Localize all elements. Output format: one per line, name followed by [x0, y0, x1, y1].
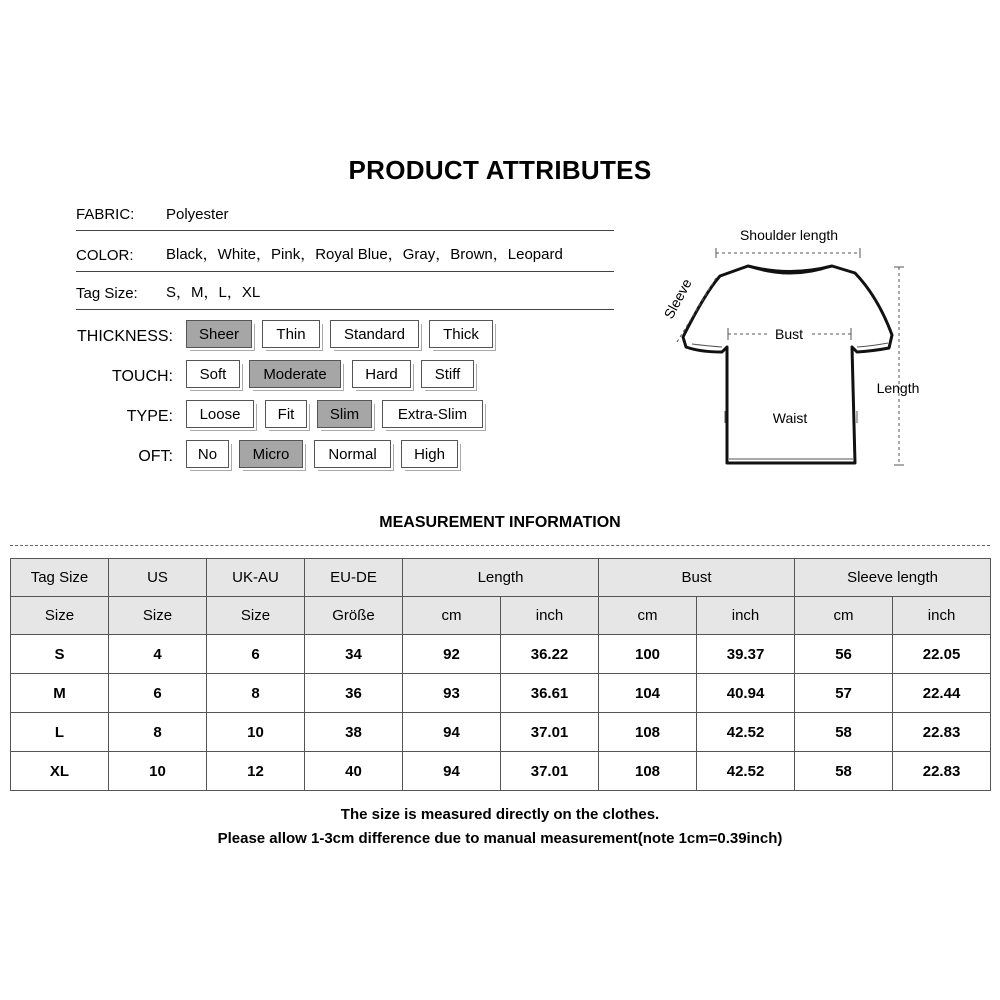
table-cell: 58 [795, 713, 893, 752]
table-cell: 34 [305, 635, 403, 674]
type-option-loose[interactable]: Loose [186, 400, 254, 428]
table-cell: 12 [207, 752, 305, 791]
oft-option-normal[interactable]: Normal [314, 440, 391, 468]
waist-label: Waist [772, 410, 808, 426]
table-cell: 104 [599, 674, 697, 713]
fabric-row [76, 196, 614, 231]
measurement-title: MEASUREMENT INFORMATION [379, 514, 621, 531]
oft-label: OFT: [138, 448, 173, 465]
table-cell: 36.22 [501, 635, 599, 674]
table-cell: 57 [795, 674, 893, 713]
table-cell: M [11, 674, 109, 713]
table-cell: 22.83 [893, 713, 991, 752]
table-row [11, 635, 991, 674]
tag-size-value: S，M，L，XL [166, 284, 261, 301]
table-cell: 37.01 [501, 752, 599, 791]
table-cell: L [11, 713, 109, 752]
tshirt-size-diagram [650, 215, 950, 475]
table-cell: 58 [795, 752, 893, 791]
color-value: Black，White，Pink，Royal Blue，Gray，Brown，Leopard [166, 246, 563, 263]
table-cell: 22.83 [893, 752, 991, 791]
header-cell: Tag Size [11, 559, 109, 597]
right-cuff-line [857, 343, 888, 347]
tag-size-row [76, 275, 614, 310]
table-cell: 40 [305, 752, 403, 791]
page-title: PRODUCT ATTRIBUTES [348, 155, 652, 185]
table-cell: 8 [109, 713, 207, 752]
thickness-option-sheer[interactable]: Sheer [186, 320, 252, 348]
table-cell: 22.05 [893, 635, 991, 674]
table-cell: 38 [305, 713, 403, 752]
type-option-extra-slim[interactable]: Extra-Slim [382, 400, 483, 428]
subheader-cell: inch [697, 597, 795, 635]
type-option-fit[interactable]: Fit [265, 400, 307, 428]
touch-option-moderate[interactable]: Moderate [249, 360, 341, 388]
table-cell: 108 [599, 752, 697, 791]
shoulder-length-label: Shoulder length [739, 227, 839, 243]
header-cell: Sleeve length [795, 559, 991, 597]
table-cell: 42.52 [697, 713, 795, 752]
table-cell: 92 [403, 635, 501, 674]
type-option-slim[interactable]: Slim [317, 400, 372, 428]
length-label: Length [876, 380, 920, 396]
left-cuff-line [692, 344, 722, 347]
subheader-cell: Größe [305, 597, 403, 635]
table-cell: 56 [795, 635, 893, 674]
table-cell: 10 [207, 713, 305, 752]
table-cell: 40.94 [697, 674, 795, 713]
subheader-cell: Size [207, 597, 305, 635]
subheader-cell: inch [893, 597, 991, 635]
subheader-cell: cm [403, 597, 501, 635]
table-cell: 22.44 [893, 674, 991, 713]
table-cell: 10 [109, 752, 207, 791]
table-cell: 94 [403, 752, 501, 791]
touch-option-soft[interactable]: Soft [186, 360, 240, 388]
header-cell: Bust [599, 559, 795, 597]
subheader-cell: cm [795, 597, 893, 635]
thickness-option-thick[interactable]: Thick [429, 320, 493, 348]
fabric-label: FABRIC: [76, 206, 135, 223]
table-row [11, 713, 991, 752]
table-cell: 36.61 [501, 674, 599, 713]
table-cell: 4 [109, 635, 207, 674]
table-cell: 42.52 [697, 752, 795, 791]
type-label: TYPE: [126, 408, 173, 425]
dashed-divider [10, 545, 990, 546]
touch-option-stiff[interactable]: Stiff [421, 360, 474, 388]
note-tolerance: Please allow 1-3cm difference due to manual measurement(note 1cm=0.39inch) [217, 830, 783, 847]
color-label: COLOR: [76, 247, 134, 264]
color-row [76, 237, 614, 272]
tshirt-outline [683, 266, 892, 463]
thickness-option-standard[interactable]: Standard [330, 320, 419, 348]
bust-label: Bust [774, 326, 804, 342]
table-cell: 93 [403, 674, 501, 713]
header-cell: UK-AU [207, 559, 305, 597]
table-row [11, 674, 991, 713]
oft-option-no[interactable]: No [186, 440, 229, 468]
table-cell: 6 [207, 635, 305, 674]
table-cell: 39.37 [697, 635, 795, 674]
subheader-cell: Size [11, 597, 109, 635]
thickness-label: THICKNESS: [76, 328, 173, 345]
table-row [11, 752, 991, 791]
table-cell: 8 [207, 674, 305, 713]
touch-label: TOUCH: [111, 368, 173, 385]
sleeve-label: Sleeve [660, 275, 695, 322]
thickness-option-thin[interactable]: Thin [262, 320, 320, 348]
table-header-row [11, 559, 991, 597]
table-cell: 36 [305, 674, 403, 713]
subheader-cell: Size [109, 597, 207, 635]
table-subheader-row [11, 597, 991, 635]
table-body [11, 635, 991, 791]
table-cell: 6 [109, 674, 207, 713]
header-cell: Length [403, 559, 599, 597]
note-measured: The size is measured directly on the clothes. [340, 806, 660, 823]
table-cell: 100 [599, 635, 697, 674]
fabric-value: Polyester [166, 206, 229, 223]
measurement-table [10, 558, 991, 791]
oft-option-high[interactable]: High [401, 440, 458, 468]
table-cell: 108 [599, 713, 697, 752]
header-cell: EU-DE [305, 559, 403, 597]
oft-option-micro[interactable]: Micro [239, 440, 303, 468]
table-cell: 94 [403, 713, 501, 752]
touch-option-hard[interactable]: Hard [352, 360, 411, 388]
table-cell: S [11, 635, 109, 674]
header-cell: US [109, 559, 207, 597]
subheader-cell: inch [501, 597, 599, 635]
subheader-cell: cm [599, 597, 697, 635]
tag-size-label: Tag Size: [76, 285, 138, 302]
table-cell: 37.01 [501, 713, 599, 752]
table-cell: XL [11, 752, 109, 791]
